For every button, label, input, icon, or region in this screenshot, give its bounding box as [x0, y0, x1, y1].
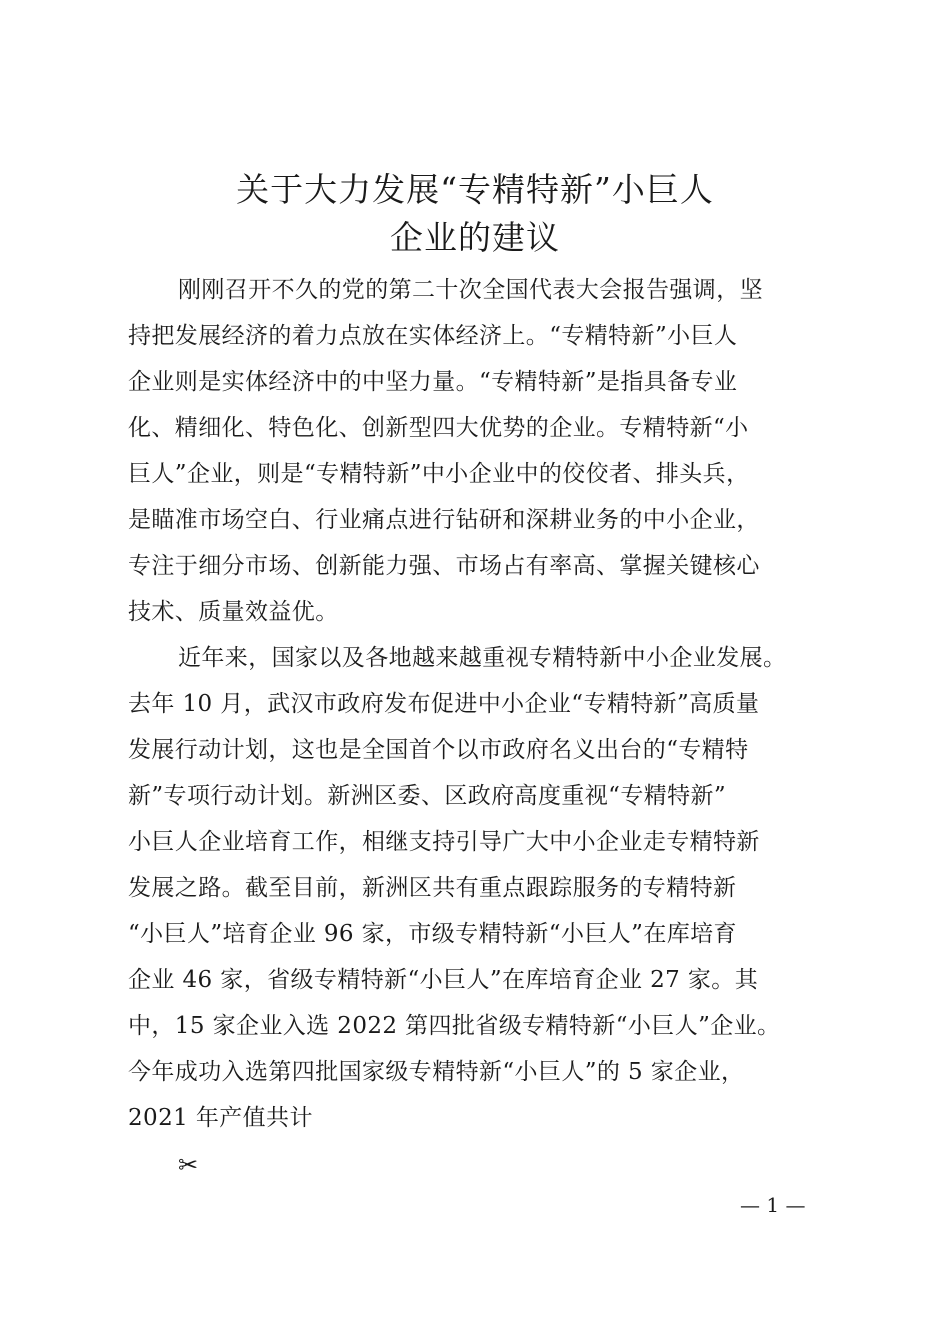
- paragraph-line: 2021 年产值共计: [128, 1105, 313, 1131]
- paragraph-line: 巨人”企业，则是“专精特新”中小企业中的佼佼者、排头兵，: [128, 461, 750, 487]
- paragraph-line: 中，15 家企业入选 2022 第四批省级专精特新“小巨人”企业。: [128, 1013, 781, 1039]
- paragraph-line: 刚刚召开不久的党的第二十次全国代表大会报告强调，坚: [178, 277, 763, 303]
- paragraph-line: 化、精细化、特色化、创新型四大优势的企业。专精特新“小: [128, 415, 749, 441]
- paragraph-line: 是瞄准市场空白、行业痛点进行钻研和深耕业务的中小企业，: [128, 507, 760, 533]
- paragraph-line: 专注于细分市场、创新能力强、市场占有率高、掌握关键核心: [128, 553, 760, 579]
- paragraph-line: 去年 10 月，武汉市政府发布促进中小企业“专精特新”高质量: [128, 691, 760, 717]
- paragraph-line: 企业则是实体经济中的中坚力量。“专精特新”是指具备专业: [128, 369, 738, 395]
- paragraph-line: 新”专项行动计划。新洲区委、区政府高度重视“专精特新”: [128, 783, 727, 809]
- paragraph-line: 发展行动计划，这也是全国首个以市政府名义出台的“专精特: [128, 737, 749, 763]
- paragraph-line: 今年成功入选第四批国家级专精特新“小巨人”的 5 家企业，: [128, 1059, 745, 1085]
- document-title-line-2: 企业的建议: [390, 218, 560, 257]
- paragraph-line: 持把发展经济的着力点放在实体经济上。“专精特新”小巨人: [128, 323, 738, 349]
- scissors-icon: ✂: [178, 1151, 199, 1179]
- paragraph-line: 技术、质量效益优。: [128, 599, 339, 625]
- paragraph-line: 企业 46 家，省级专精特新“小巨人”在库培育企业 27 家。其: [128, 967, 759, 993]
- page-number: — 1 —: [740, 1193, 806, 1217]
- paragraph-line: 近年来，国家以及各地越来越重视专精特新中小企业发展。: [178, 645, 787, 671]
- paragraph-line: 小巨人企业培育工作，相继支持引导广大中小企业走专精特新: [128, 829, 760, 855]
- paragraph-line: 发展之路。截至目前，新洲区共有重点跟踪服务的专精特新: [128, 875, 737, 901]
- document-title-line-1: 关于大力发展“专精特新”小巨人: [236, 170, 714, 209]
- paragraph-line: “小巨人”培育企业 96 家，市级专精特新“小巨人”在库培育: [128, 921, 737, 947]
